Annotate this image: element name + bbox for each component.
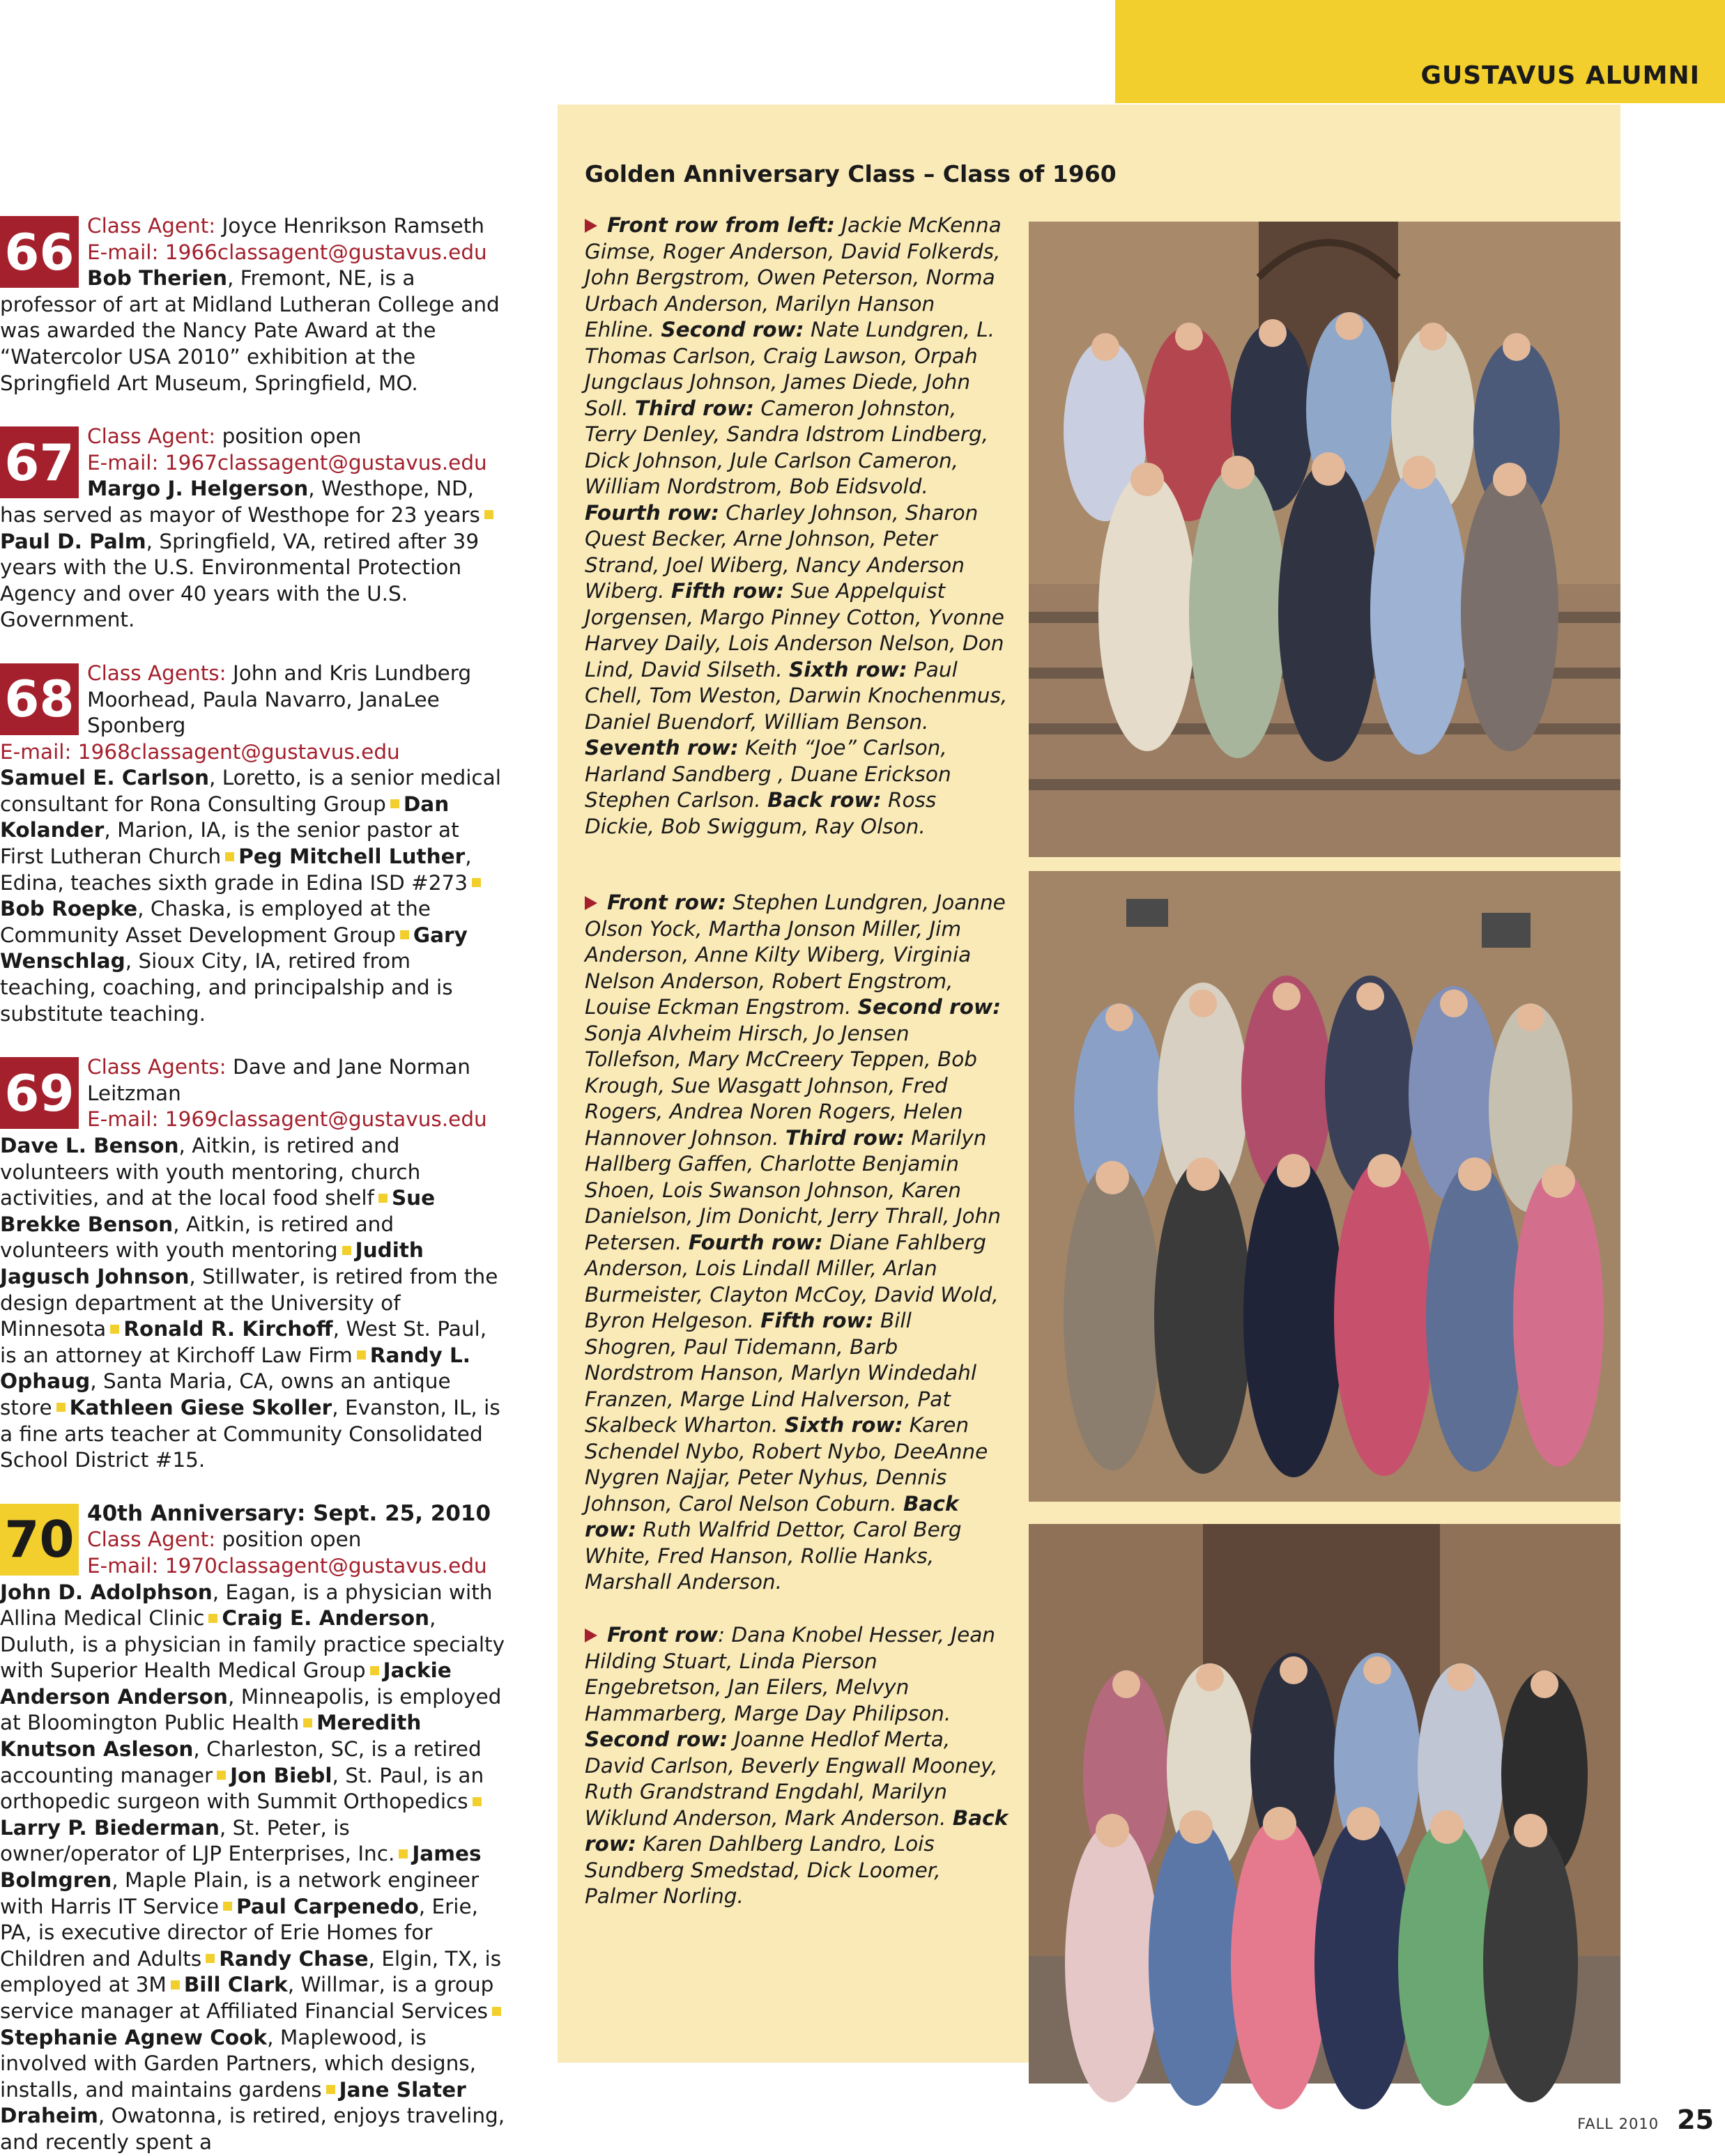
- class-email: E-mail: 1968classagent@gustavus.edu: [0, 739, 400, 764]
- bullet-square-icon: [472, 878, 481, 887]
- triangle-bullet-icon: [585, 219, 597, 233]
- alumni-name: Kathleen Giese Skoller: [69, 1395, 332, 1419]
- alumni-name: Paul Carpenedo: [236, 1894, 419, 1918]
- row-names: Ruth Walfrid Dettor, Carol Berg White, Fred Hanson, Rollie Hanks, Marshall Anderson.: [585, 1518, 962, 1594]
- section-header-bar: [1115, 0, 1725, 103]
- row-names: Karen Schendel Nybo, Robert Nybo, DeeAnne Nygren Najjar, Peter Nyhus, Dennis Johnson, Carol Nelson Coburn.: [585, 1413, 988, 1516]
- row-names: Bill Shogren, Paul Tidemann, Barb Nordstrom Hanson, Marlyn Windedahl Franzen, Marge Lind Halverson, Pat Skalbeck Wharton.: [585, 1309, 977, 1437]
- agent-label: Class Agent:: [87, 1527, 216, 1552]
- alumni-name: Larry P. Biederman: [0, 1815, 220, 1840]
- alumni-note: , Fremont, NE, is a professor of art at Midland Lutheran College and was awarded the Nancy Pate Award at the “Watercolor USA 2010” exhibition at the Springfield Art Museum, Springfield, MO.: [0, 266, 500, 395]
- row-label: Back row:: [585, 1805, 1009, 1856]
- bullet-square-icon: [303, 1718, 312, 1727]
- alumni-name: Ronald R. Kirchoff: [123, 1317, 333, 1341]
- alumni-name: Sue Brekke Benson: [0, 1186, 436, 1236]
- bullet-square-icon: [473, 1797, 482, 1806]
- alumni-note: , Loretto, is a senior medical consultant for Rona Consulting Group: [0, 766, 501, 816]
- group-photo-1: [1029, 222, 1620, 857]
- entry-list: [0, 477, 498, 631]
- alumni-note: , Maplewood, is involved with Garden Partners, which designs, installs, and maintains gardens: [0, 2025, 477, 2102]
- alumni-note: , St. Peter, is owner/operator of LJP Enterprises, Inc.: [0, 1815, 395, 1866]
- bullet-square-icon: [217, 1771, 226, 1780]
- alumni-note: , Aitkin, is retired and volunteers with youth mentoring, church activities, and at the local food shelf: [0, 1134, 421, 1210]
- agent-label: Class Agent:: [87, 424, 216, 449]
- class-block-68: [0, 661, 509, 1027]
- row-label: Third row:: [634, 396, 754, 420]
- page-folio: [1577, 2104, 1714, 2135]
- class-notes-column: [0, 213, 509, 2156]
- row-label: Front row:: [607, 891, 726, 914]
- row-names: Jackie McKenna Gimse, Roger Anderson, David Folkerds, John Bergstrom, Owen Peterson, Norma Urbach Anderson, Marilyn Hanson Ehline.: [585, 213, 1002, 341]
- entry-list: [0, 766, 501, 1025]
- triangle-bullet-icon: [585, 896, 597, 910]
- photo-caption-3: [585, 1622, 1010, 1910]
- bullet-square-icon: [171, 1980, 180, 1989]
- row-names: Joanne Hedlof Merta, David Carlson, Beverly Engwall Mooney, Ruth Grandstrand Engdahl, Marilyn Wiklund Anderson, Mark Anderson.: [585, 1727, 998, 1830]
- alumni-name: Stephanie Agnew Cook: [0, 2025, 268, 2049]
- alumni-note: , Willmar, is a group service manager at Affiliated Financial Services: [0, 1973, 494, 2023]
- triangle-bullet-icon: [585, 1628, 597, 1642]
- alumni-note: , West St. Paul, is an attorney at Kirchoff Law Firm: [0, 1317, 487, 1367]
- bullet-square-icon: [399, 1849, 408, 1858]
- alumni-note: , Santa Maria, CA, owns an antique store: [0, 1369, 451, 1419]
- class-email: E-mail: 1967classagent@gustavus.edu: [87, 450, 487, 475]
- group-photo-2-image: [1029, 871, 1620, 1502]
- agent-name: Dave and Jane Norman Leitzman: [87, 1055, 470, 1105]
- alumni-note: , Minneapolis, is employed at Bloomington Public Health: [0, 1684, 502, 1735]
- bullet-square-icon: [390, 799, 399, 808]
- row-label: Fourth row:: [688, 1230, 823, 1254]
- alumni-name: Gary Wenschlag: [0, 923, 468, 973]
- class-email: E-mail: 1969classagent@gustavus.edu: [87, 1107, 487, 1132]
- alumni-name: Randy L. Ophaug: [0, 1343, 470, 1394]
- row-label: Second row:: [661, 318, 804, 341]
- alumni-note: , Westhope, ND, has served as mayor of Westhope for 23 years: [0, 477, 480, 527]
- alumni-name: Jane Slater Draheim: [0, 2077, 466, 2128]
- alumni-note: , Edina, teaches sixth grade in Edina ISD #273: [0, 845, 472, 895]
- class-year-badge: 67: [0, 426, 79, 498]
- alumni-name: Craig E. Anderson: [222, 1606, 429, 1631]
- class-year-badge: 70: [0, 1504, 79, 1576]
- agent-label: Class Agents:: [87, 1055, 227, 1079]
- row-label: Back row:: [767, 788, 882, 812]
- alumni-note: , Elgin, TX, is employed at 3M: [0, 1946, 502, 1997]
- row-names: Karen Dahlberg Landro, Lois Sundberg Smedstad, Dick Loomer, Palmer Norling.: [585, 1832, 941, 1908]
- bullet-square-icon: [110, 1325, 119, 1334]
- row-label: Second row:: [857, 995, 1002, 1019]
- alumni-note: , Sioux City, IA, retired from teaching, coaching, and principalship and is substitute teaching.: [0, 949, 453, 1026]
- class-email: E-mail: 1970classagent@gustavus.edu: [87, 1553, 487, 1578]
- alumni-note: , Stillwater, is retired from the design department at the University of Minnesota: [0, 1264, 498, 1341]
- alumni-name: Bill Clark: [183, 1973, 288, 1997]
- alumni-name: John D. Adolphson: [0, 1580, 213, 1604]
- row-label: Fifth row:: [670, 579, 785, 603]
- page-number: 25: [1677, 2104, 1714, 2135]
- alumni-name: James Bolmgren: [0, 1842, 482, 1893]
- agent-name: Joyce Henrikson Ramseth: [215, 214, 484, 238]
- class-year-badge: 66: [0, 216, 79, 288]
- row-label: Fifth row:: [760, 1309, 874, 1332]
- caption-text: [585, 891, 1006, 1594]
- alumni-note: , Marion, IA, is the senior pastor at First Lutheran Church: [0, 818, 459, 869]
- alumni-note: , Springfield, VA, retired after 39 years with the U.S. Environmental Protection Agency and over 40 years with the U.S. Government.: [0, 529, 480, 632]
- alumni-note: , St. Paul, is an orthopedic surgeon with Summit Orthopedics: [0, 1763, 484, 1814]
- section-title: GUSTAVUS ALUMNI: [1420, 61, 1700, 90]
- row-names: : Dana Knobel Hesser, Jean Hilding Stuart, Linda Pierson Engebretson, Jan Eilers, Melvyn Hammarberg, Marge Day Philipson.: [585, 1623, 995, 1725]
- class-block-67: [0, 424, 509, 633]
- bullet-square-icon: [484, 510, 493, 519]
- anniversary-heading: 40th Anniversary: Sept. 25, 2010: [87, 1500, 491, 1526]
- alumni-name: Randy Chase: [219, 1946, 369, 1971]
- row-label: Seventh row:: [585, 736, 739, 760]
- class-email: E-mail: 1966classagent@gustavus.edu: [87, 240, 487, 264]
- bullet-square-icon: [370, 1666, 379, 1675]
- alumni-note: , Erie, PA, is executive director of Erie Homes for Children and Adults: [0, 1894, 479, 1971]
- group-photo-2: [1029, 871, 1620, 1502]
- panel-heading: Golden Anniversary Class – Class of 1960: [585, 160, 1117, 187]
- row-names: Diane Fahlberg Anderson, Lois Lindall Miller, Arlan Burmeister, Clayton McCoy, David Wold, Byron Helgeson.: [585, 1230, 999, 1332]
- alumni-note: , Maple Plain, is a network engineer with Harris IT Service: [0, 1868, 480, 1918]
- bullet-square-icon: [342, 1246, 351, 1255]
- alumni-name: Meredith Knutson Asleson: [0, 1711, 422, 1762]
- alumni-name: Samuel E. Carlson: [0, 766, 209, 790]
- row-names: Marilyn Hallberg Gaffen, Charlotte Benjamin Shoen, Lois Swanson Johnson, Karen Danielson, Jim Donicht, Jerry Thrall, John Petersen.: [585, 1125, 1001, 1254]
- bullet-square-icon: [326, 2085, 335, 2094]
- row-names: Paul Chell, Tom Weston, Darwin Knochenmus, Daniel Buendorf, William Benson.: [585, 657, 1008, 734]
- alumni-name: Peg Mitchell Luther: [238, 845, 466, 869]
- agent-name: position open: [215, 424, 362, 449]
- row-label: Sixth row:: [784, 1413, 903, 1437]
- issue-season: FALL 2010: [1577, 2116, 1659, 2132]
- alumni-note: , Duluth, is a physician in family practice specialty with Superior Health Medical Group: [0, 1606, 505, 1683]
- alumni-note: , Charleston, SC, is a retired accounting manager: [0, 1737, 482, 1787]
- row-label: Fourth row:: [585, 500, 719, 525]
- alumni-name: Margo J. Helgerson: [87, 477, 309, 501]
- class-block-69: [0, 1054, 509, 1474]
- alumni-name: Jon Biebl: [230, 1763, 332, 1787]
- alumni-note: , Evanston, IL, is a fine arts teacher at Community Consolidated School District #15.: [0, 1395, 500, 1472]
- row-names: Nate Lundgren, L. Thomas Carlson, Craig Lawson, Orpah Jungclaus Johnson, James Diede, John Soll.: [585, 318, 995, 420]
- bullet-square-icon: [223, 1902, 232, 1911]
- row-label: Front row from left:: [607, 213, 835, 237]
- bullet-square-icon: [492, 2007, 501, 2016]
- golden-anniversary-panel: [558, 105, 1620, 2063]
- bullet-square-icon: [206, 1954, 215, 1963]
- row-label: Front row: [607, 1623, 719, 1647]
- group-photo-3-image: [1029, 1524, 1620, 2084]
- bullet-square-icon: [56, 1403, 66, 1412]
- alumni-note: , Aitkin, is retired and volunteers with youth mentoring: [0, 1212, 394, 1263]
- row-names: Ross Dickie, Bob Swiggum, Ray Olson.: [585, 788, 937, 838]
- group-photo-1-image: [1029, 222, 1620, 857]
- alumni-name: Bob Therien: [87, 266, 227, 291]
- class-block-66: [0, 213, 509, 396]
- alumni-name: Dave L. Benson: [0, 1134, 179, 1157]
- row-names: Sonja Alvheim Hirsch, Jo Jensen Tollefson, Mary McCreery Teppen, Bob Krough, Sue Wasgatt Johnson, Fred Rogers, Andrea Noren Rogers, Helen Hannover Johnson.: [585, 1021, 977, 1150]
- entry-list: [0, 1134, 500, 1472]
- bullet-square-icon: [225, 852, 234, 861]
- alumni-note: , Eagan, is a physician with Allina Medical Clinic: [0, 1580, 493, 1631]
- alumni-name: Judith Jagusch Johnson: [0, 1238, 424, 1288]
- alumni-name: Bob Roepke: [0, 897, 138, 921]
- alumni-note: , Owatonna, is retired, enjoys traveling, and recently spent a: [0, 2104, 505, 2154]
- row-label: Third row:: [785, 1125, 905, 1150]
- row-names: Cameron Johnston, Terry Denley, Sandra Idstrom Lindberg, Dick Johnson, Jule Carlson Cameron, William Nordstrom, Bob Eidsvold.: [585, 396, 989, 498]
- row-label: Back row:: [585, 1491, 959, 1541]
- row-names: Charley Johnson, Sharon Quest Becker, Arne Johnson, Peter Strand, Joel Wiberg, Nancy Anderson Wiberg.: [585, 500, 979, 603]
- row-names: Stephen Lundgren, Joanne Olson Yock, Martha Jonson Miller, Jim Anderson, Anne Kilty Wiberg, Virginia Nelson Anderson, Robert Engstrom, Louise Eckman Engstrom.: [585, 891, 1006, 1019]
- alumni-note: , Chaska, is employed at the Community Asset Development Group: [0, 897, 431, 947]
- alumni-name: Jackie Anderson Anderson: [0, 1658, 452, 1709]
- group-photo-3: [1029, 1524, 1620, 2084]
- bullet-square-icon: [208, 1614, 217, 1623]
- agent-label: Class Agent:: [87, 214, 216, 238]
- entry-list: [0, 1580, 505, 2154]
- photo-caption-1: [585, 213, 1010, 840]
- photo-caption-2: [585, 890, 1010, 1596]
- row-names: Keith “Joe” Carlson, Harland Sandberg , Duane Erickson Stephen Carlson.: [585, 736, 951, 812]
- bullet-square-icon: [357, 1350, 366, 1360]
- agent-label: Class Agents:: [87, 661, 227, 685]
- bullet-square-icon: [400, 930, 409, 939]
- row-label: Sixth row:: [789, 657, 907, 682]
- class-notes-70: [0, 1501, 509, 2156]
- agent-name: John and Kris Lundberg Moorhead, Paula Navarro, JanaLee Sponberg: [87, 661, 472, 738]
- class-year-badge: 68: [0, 663, 79, 735]
- alumni-name: Paul D. Palm: [0, 529, 146, 553]
- alumni-name: Dan Kolander: [0, 792, 450, 842]
- caption-text: [585, 213, 1007, 838]
- caption-text: [585, 1623, 1008, 1908]
- row-label: Second row:: [585, 1727, 728, 1751]
- row-names: Sue Appelquist Jorgensen, Margo Pinney Cotton, Yvonne Harvey Daily, Lois Anderson Nelson, Don Lind, David Silseth.: [585, 579, 1004, 682]
- agent-name: position open: [215, 1527, 362, 1552]
- class-block-70: [0, 1501, 509, 2156]
- bullet-square-icon: [378, 1194, 388, 1203]
- class-year-badge: 69: [0, 1057, 79, 1129]
